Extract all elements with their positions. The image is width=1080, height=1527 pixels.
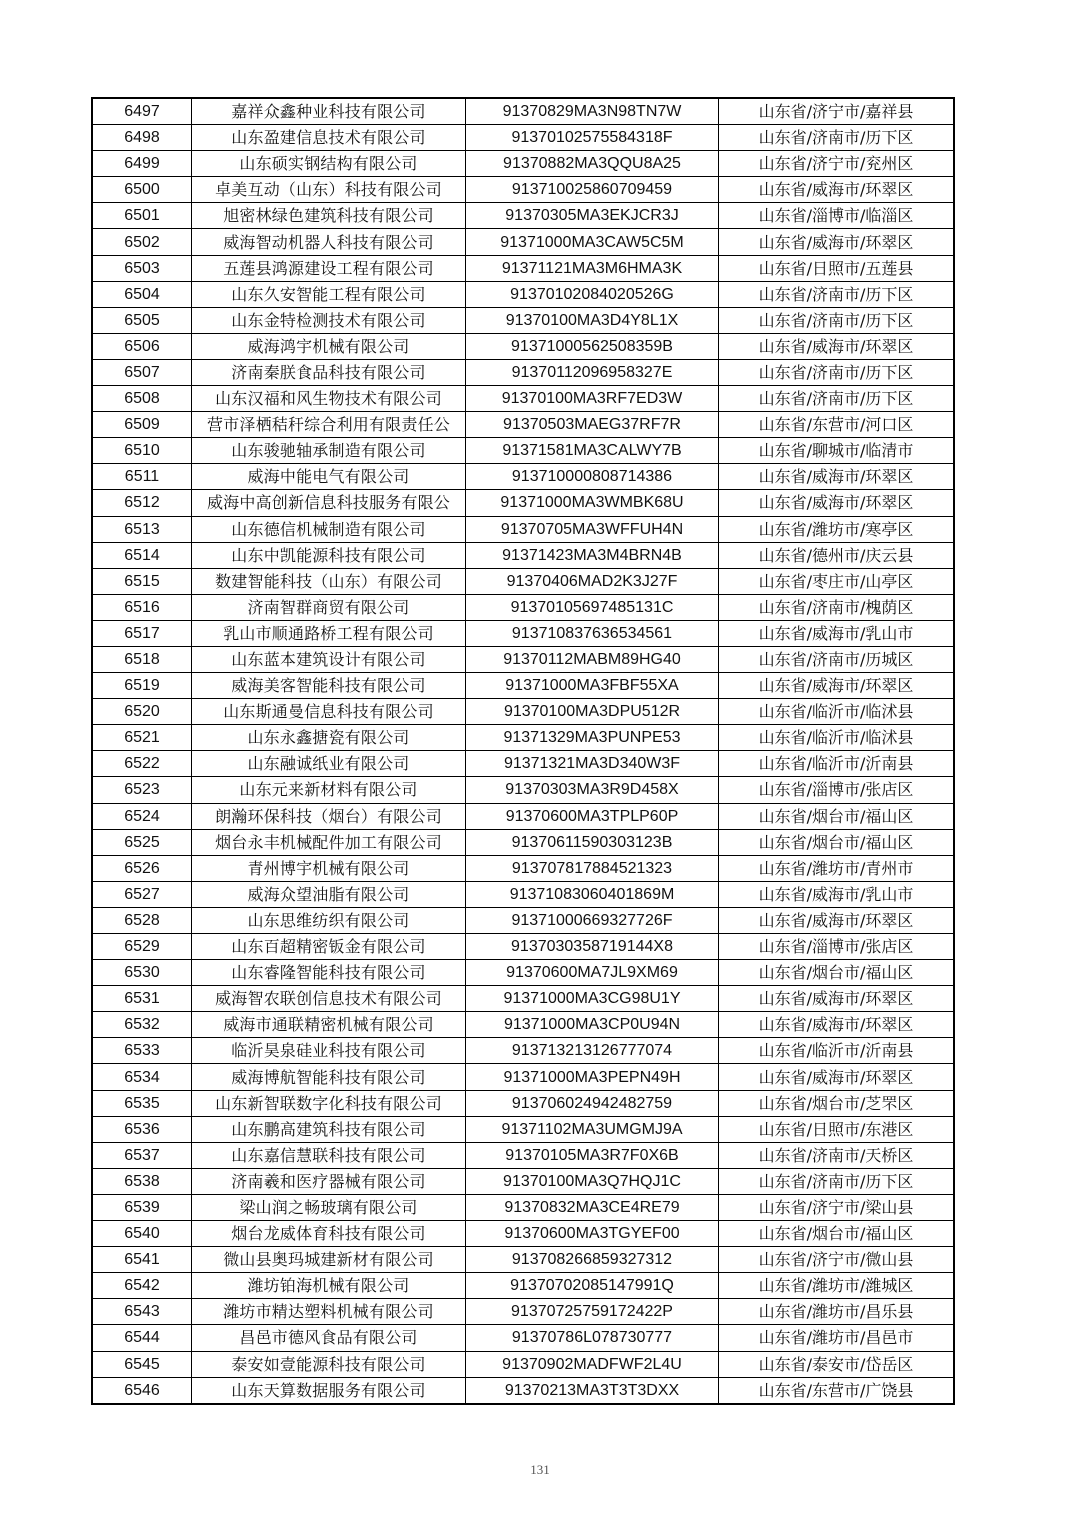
company-name: 威海市通联精密机械有限公司 <box>192 1012 466 1038</box>
company-name: 临沂昊泉硅业科技有限公司 <box>192 1038 466 1064</box>
credit-code: 91371423MA3M4BRN4B <box>466 542 719 568</box>
credit-code: 91370100MA3RF7ED3W <box>466 386 719 412</box>
region: 山东省/淄博市/临淄区 <box>719 203 955 229</box>
region: 山东省/威海市/环翠区 <box>719 229 955 255</box>
region: 山东省/济南市/历下区 <box>719 307 955 333</box>
company-name: 威海智动机器人科技有限公司 <box>192 229 466 255</box>
page-number: 131 <box>530 1462 550 1477</box>
row-number: 6516 <box>92 594 192 620</box>
credit-code: 91371321MA3D340W3F <box>466 751 719 777</box>
credit-code: 91371000669327726F <box>466 907 719 933</box>
row-number: 6502 <box>92 229 192 255</box>
region: 山东省/潍坊市/昌邑市 <box>719 1325 955 1351</box>
company-name: 威海众望油脂有限公司 <box>192 881 466 907</box>
table-row <box>92 438 954 464</box>
credit-code: 91370832MA3CE4RE79 <box>466 1194 719 1220</box>
table-row <box>92 803 954 829</box>
company-name: 山东天算数据服务有限公司 <box>192 1377 466 1404</box>
table-row <box>92 1012 954 1038</box>
row-number: 6500 <box>92 177 192 203</box>
company-name: 山东嘉信慧联科技有限公司 <box>192 1142 466 1168</box>
company-name: 烟台永丰机械配件加工有限公司 <box>192 829 466 855</box>
region: 山东省/临沂市/沂南县 <box>719 1038 955 1064</box>
credit-code: 91370829MA3N98TN7W <box>466 98 719 125</box>
table-row <box>92 229 954 255</box>
company-name: 卓美互动（山东）科技有限公司 <box>192 177 466 203</box>
row-number: 6541 <box>92 1247 192 1273</box>
credit-code: 9137030358719144X8 <box>466 934 719 960</box>
row-number: 6503 <box>92 255 192 281</box>
row-number: 6546 <box>92 1377 192 1404</box>
region: 山东省/济南市/历下区 <box>719 1168 955 1194</box>
credit-code: 91371000MA3WMBK68U <box>466 490 719 516</box>
table-row <box>92 1064 954 1090</box>
region: 山东省/威海市/环翠区 <box>719 673 955 699</box>
company-name: 威海美客智能科技有限公司 <box>192 673 466 699</box>
row-number: 6518 <box>92 646 192 672</box>
credit-code: 91370702085147991Q <box>466 1273 719 1299</box>
region: 山东省/烟台市/福山区 <box>719 960 955 986</box>
company-name: 威海中能电气有限公司 <box>192 464 466 490</box>
row-number: 6520 <box>92 699 192 725</box>
region: 山东省/烟台市/福山区 <box>719 829 955 855</box>
table-row <box>92 177 954 203</box>
company-name: 梁山润之畅玻璃有限公司 <box>192 1194 466 1220</box>
row-number: 6521 <box>92 725 192 751</box>
company-name: 济南羲和医疗器械有限公司 <box>192 1168 466 1194</box>
company-name: 乳山市顺通路桥工程有限公司 <box>192 620 466 646</box>
table-row <box>92 490 954 516</box>
row-number: 6498 <box>92 125 192 151</box>
region: 山东省/威海市/环翠区 <box>719 333 955 359</box>
row-number: 6517 <box>92 620 192 646</box>
table-row <box>92 386 954 412</box>
row-number: 6535 <box>92 1090 192 1116</box>
region: 山东省/威海市/环翠区 <box>719 464 955 490</box>
region: 山东省/泰安市/岱岳区 <box>719 1351 955 1377</box>
region: 山东省/济南市/天桥区 <box>719 1142 955 1168</box>
company-name: 山东盈建信息技术有限公司 <box>192 125 466 151</box>
row-number: 6540 <box>92 1221 192 1247</box>
company-name: 山东元来新材料有限公司 <box>192 777 466 803</box>
region: 山东省/威海市/乳山市 <box>719 620 955 646</box>
row-number: 6512 <box>92 490 192 516</box>
company-name: 山东睿隆智能科技有限公司 <box>192 960 466 986</box>
row-number: 6530 <box>92 960 192 986</box>
region: 山东省/烟台市/芝罘区 <box>719 1090 955 1116</box>
table-row <box>92 1247 954 1273</box>
company-name: 威海博航智能科技有限公司 <box>192 1064 466 1090</box>
table-row <box>92 907 954 933</box>
table-row <box>92 673 954 699</box>
credit-code: 91370105697485131C <box>466 594 719 620</box>
table-row <box>92 777 954 803</box>
credit-code: 91370611590303123B <box>466 829 719 855</box>
company-name: 济南秦朕食品科技有限公司 <box>192 359 466 385</box>
region: 山东省/烟台市/福山区 <box>719 803 955 829</box>
company-name: 山东融诚纸业有限公司 <box>192 751 466 777</box>
credit-code: 913708266859327312 <box>466 1247 719 1273</box>
row-number: 6510 <box>92 438 192 464</box>
row-number: 6506 <box>92 333 192 359</box>
credit-code: 91370600MA3TGYEF00 <box>466 1221 719 1247</box>
table-body <box>92 98 954 1404</box>
region: 山东省/日照市/东港区 <box>719 1116 955 1142</box>
credit-code: 91371000MA3CAW5C5M <box>466 229 719 255</box>
table-row <box>92 699 954 725</box>
credit-code: 91370100MA3DPU512R <box>466 699 719 725</box>
region: 山东省/济南市/历城区 <box>719 646 955 672</box>
row-number: 6499 <box>92 151 192 177</box>
company-name: 山东鹏高建筑科技有限公司 <box>192 1116 466 1142</box>
table-row <box>92 725 954 751</box>
credit-code: 91370600MA3TPLP60P <box>466 803 719 829</box>
company-name: 五莲县鸿源建设工程有限公司 <box>192 255 466 281</box>
region: 山东省/济宁市/兖州区 <box>719 151 955 177</box>
row-number: 6525 <box>92 829 192 855</box>
credit-code: 91370705MA3WFFUH4N <box>466 516 719 542</box>
company-name: 山东百超精密钣金有限公司 <box>192 934 466 960</box>
credit-code: 91371000MA3CP0U94N <box>466 1012 719 1038</box>
table-row <box>92 307 954 333</box>
row-number: 6504 <box>92 281 192 307</box>
table-row <box>92 359 954 385</box>
credit-code: 91370102575584318F <box>466 125 719 151</box>
table-row <box>92 620 954 646</box>
table-row <box>92 1090 954 1116</box>
company-name: 泰安如壹能源科技有限公司 <box>192 1351 466 1377</box>
table-row <box>92 1351 954 1377</box>
region: 山东省/济宁市/嘉祥县 <box>719 98 955 125</box>
company-name: 山东中凯能源科技有限公司 <box>192 542 466 568</box>
row-number: 6533 <box>92 1038 192 1064</box>
credit-code: 91370112096958327E <box>466 359 719 385</box>
region: 山东省/潍坊市/潍城区 <box>719 1273 955 1299</box>
table-row <box>92 464 954 490</box>
credit-code: 913710025860709459 <box>466 177 719 203</box>
region: 山东省/淄博市/张店区 <box>719 777 955 803</box>
row-number: 6511 <box>92 464 192 490</box>
row-number: 6524 <box>92 803 192 829</box>
region: 山东省/济南市/历下区 <box>719 359 955 385</box>
table-row <box>92 281 954 307</box>
credit-code: 91370786L078730777 <box>466 1325 719 1351</box>
company-name: 山东蓝本建筑设计有限公司 <box>192 646 466 672</box>
table-row <box>92 594 954 620</box>
company-name: 山东久安智能工程有限公司 <box>192 281 466 307</box>
region: 山东省/威海市/乳山市 <box>719 881 955 907</box>
company-name: 昌邑市德风食品有限公司 <box>192 1325 466 1351</box>
table-row <box>92 125 954 151</box>
company-name: 山东新智联数字化科技有限公司 <box>192 1090 466 1116</box>
credit-code: 91370406MAD2K3J27F <box>466 568 719 594</box>
region: 山东省/威海市/环翠区 <box>719 490 955 516</box>
row-number: 6522 <box>92 751 192 777</box>
row-number: 6543 <box>92 1299 192 1325</box>
table-row <box>92 1325 954 1351</box>
row-number: 6505 <box>92 307 192 333</box>
table-row <box>92 333 954 359</box>
row-number: 6519 <box>92 673 192 699</box>
row-number: 6539 <box>92 1194 192 1220</box>
table-row <box>92 516 954 542</box>
table-row <box>92 960 954 986</box>
table-row <box>92 568 954 594</box>
credit-code: 91371000MA3CG98U1Y <box>466 986 719 1012</box>
credit-code: 91370503MAEG37RF7R <box>466 412 719 438</box>
table-row <box>92 1299 954 1325</box>
company-name: 山东金特检测技术有限公司 <box>192 307 466 333</box>
table-row <box>92 1221 954 1247</box>
table-row <box>92 203 954 229</box>
company-name: 山东永鑫搪瓷有限公司 <box>192 725 466 751</box>
company-name: 烟台龙威体育科技有限公司 <box>192 1221 466 1247</box>
table-row <box>92 986 954 1012</box>
region: 山东省/东营市/广饶县 <box>719 1377 955 1404</box>
credit-code: 91370105MA3R7F0X6B <box>466 1142 719 1168</box>
region: 山东省/德州市/庆云县 <box>719 542 955 568</box>
table-row <box>92 646 954 672</box>
company-name: 威海鸿宇机械有限公司 <box>192 333 466 359</box>
region: 山东省/济南市/历下区 <box>719 386 955 412</box>
credit-code: 91371083060401869M <box>466 881 719 907</box>
credit-code: 91370725759172422P <box>466 1299 719 1325</box>
row-number: 6544 <box>92 1325 192 1351</box>
region: 山东省/潍坊市/寒亭区 <box>719 516 955 542</box>
region: 山东省/东营市/河口区 <box>719 412 955 438</box>
company-name: 旭密林绿色建筑科技有限公司 <box>192 203 466 229</box>
row-number: 6537 <box>92 1142 192 1168</box>
row-number: 6531 <box>92 986 192 1012</box>
table-row <box>92 151 954 177</box>
company-name: 青州博宇机械有限公司 <box>192 855 466 881</box>
credit-code: 91370213MA3T3T3DXX <box>466 1377 719 1404</box>
row-number: 6542 <box>92 1273 192 1299</box>
row-number: 6529 <box>92 934 192 960</box>
row-number: 6526 <box>92 855 192 881</box>
region: 山东省/济南市/历下区 <box>719 281 955 307</box>
row-number: 6497 <box>92 98 192 125</box>
region: 山东省/威海市/环翠区 <box>719 907 955 933</box>
region: 山东省/日照市/五莲县 <box>719 255 955 281</box>
region: 山东省/临沂市/临沭县 <box>719 725 955 751</box>
row-number: 6513 <box>92 516 192 542</box>
table-row <box>92 751 954 777</box>
region: 山东省/潍坊市/青州市 <box>719 855 955 881</box>
row-number: 6515 <box>92 568 192 594</box>
credit-code: 91370902MADFWF2L4U <box>466 1351 719 1377</box>
credit-code: 91371102MA3UMGMJ9A <box>466 1116 719 1142</box>
row-number: 6536 <box>92 1116 192 1142</box>
region: 山东省/聊城市/临清市 <box>719 438 955 464</box>
table-row <box>92 542 954 568</box>
region: 山东省/威海市/环翠区 <box>719 177 955 203</box>
table-row <box>92 881 954 907</box>
region: 山东省/济宁市/微山县 <box>719 1247 955 1273</box>
credit-code: 91371581MA3CALWY7B <box>466 438 719 464</box>
region: 山东省/威海市/环翠区 <box>719 1064 955 1090</box>
company-name: 济南智群商贸有限公司 <box>192 594 466 620</box>
credit-code: 913713213126777074 <box>466 1038 719 1064</box>
region: 山东省/济南市/槐荫区 <box>719 594 955 620</box>
table-row <box>92 412 954 438</box>
credit-code: 91370600MA7JL9XM69 <box>466 960 719 986</box>
company-records-table <box>91 97 955 1405</box>
region: 山东省/临沂市/临沭县 <box>719 699 955 725</box>
table-row <box>92 1168 954 1194</box>
row-number: 6523 <box>92 777 192 803</box>
table-row <box>92 855 954 881</box>
table-row <box>92 1377 954 1404</box>
company-name: 潍坊市精达塑料机械有限公司 <box>192 1299 466 1325</box>
company-name: 朗瀚环保科技（烟台）有限公司 <box>192 803 466 829</box>
credit-code: 91370100MA3Q7HQJ1C <box>466 1168 719 1194</box>
region: 山东省/烟台市/福山区 <box>719 1221 955 1247</box>
company-name: 营市泽栖秸秆综合利用有限责任公 <box>192 412 466 438</box>
row-number: 6507 <box>92 359 192 385</box>
table-row <box>92 1273 954 1299</box>
credit-code: 91371329MA3PUNPE53 <box>466 725 719 751</box>
region: 山东省/潍坊市/昌乐县 <box>719 1299 955 1325</box>
row-number: 6545 <box>92 1351 192 1377</box>
row-number: 6532 <box>92 1012 192 1038</box>
credit-code: 91371121MA3M6HMA3K <box>466 255 719 281</box>
credit-code: 913710000808714386 <box>466 464 719 490</box>
region: 山东省/济宁市/梁山县 <box>719 1194 955 1220</box>
table-row <box>92 1194 954 1220</box>
table-row <box>92 1038 954 1064</box>
row-number: 6528 <box>92 907 192 933</box>
table-row <box>92 98 954 125</box>
company-name: 嘉祥众鑫种业科技有限公司 <box>192 98 466 125</box>
row-number: 6508 <box>92 386 192 412</box>
region: 山东省/威海市/环翠区 <box>719 1012 955 1038</box>
credit-code: 91370303MA3R9D458X <box>466 777 719 803</box>
company-name: 微山县奥玛城建新材有限公司 <box>192 1247 466 1273</box>
region: 山东省/临沂市/沂南县 <box>719 751 955 777</box>
credit-code: 91370102084020526G <box>466 281 719 307</box>
credit-code: 91371000MA3FBF55XA <box>466 673 719 699</box>
table-row <box>92 934 954 960</box>
row-number: 6527 <box>92 881 192 907</box>
table-row <box>92 1116 954 1142</box>
company-name: 山东硕实钢结构有限公司 <box>192 151 466 177</box>
company-name: 山东斯通曼信息科技有限公司 <box>192 699 466 725</box>
company-name: 山东德信机械制造有限公司 <box>192 516 466 542</box>
credit-code: 91371000562508359B <box>466 333 719 359</box>
row-number: 6501 <box>92 203 192 229</box>
credit-code: 91370882MA3QQU8A25 <box>466 151 719 177</box>
row-number: 6534 <box>92 1064 192 1090</box>
row-number: 6538 <box>92 1168 192 1194</box>
region: 山东省/淄博市/张店区 <box>719 934 955 960</box>
credit-code: 91370112MABM89HG40 <box>466 646 719 672</box>
table-row <box>92 255 954 281</box>
credit-code: 913710837636534561 <box>466 620 719 646</box>
credit-code: 91370100MA3D4Y8L1X <box>466 307 719 333</box>
company-name: 潍坊铂海机械有限公司 <box>192 1273 466 1299</box>
table-row <box>92 1142 954 1168</box>
company-name: 山东汉福和风生物技术有限公司 <box>192 386 466 412</box>
company-name: 山东骏驰轴承制造有限公司 <box>192 438 466 464</box>
row-number: 6514 <box>92 542 192 568</box>
table-row <box>92 829 954 855</box>
row-number: 6509 <box>92 412 192 438</box>
credit-code: 913707817884521323 <box>466 855 719 881</box>
region: 山东省/威海市/环翠区 <box>719 986 955 1012</box>
company-name: 数建智能科技（山东）有限公司 <box>192 568 466 594</box>
credit-code: 91370305MA3EKJCR3J <box>466 203 719 229</box>
region: 山东省/枣庄市/山亭区 <box>719 568 955 594</box>
region: 山东省/济南市/历下区 <box>719 125 955 151</box>
company-name: 山东思维纺织有限公司 <box>192 907 466 933</box>
credit-code: 913706024942482759 <box>466 1090 719 1116</box>
company-name: 威海智农联创信息技术有限公司 <box>192 986 466 1012</box>
company-name: 威海中高创新信息科技服务有限公 <box>192 490 466 516</box>
credit-code: 91371000MA3PEPN49H <box>466 1064 719 1090</box>
